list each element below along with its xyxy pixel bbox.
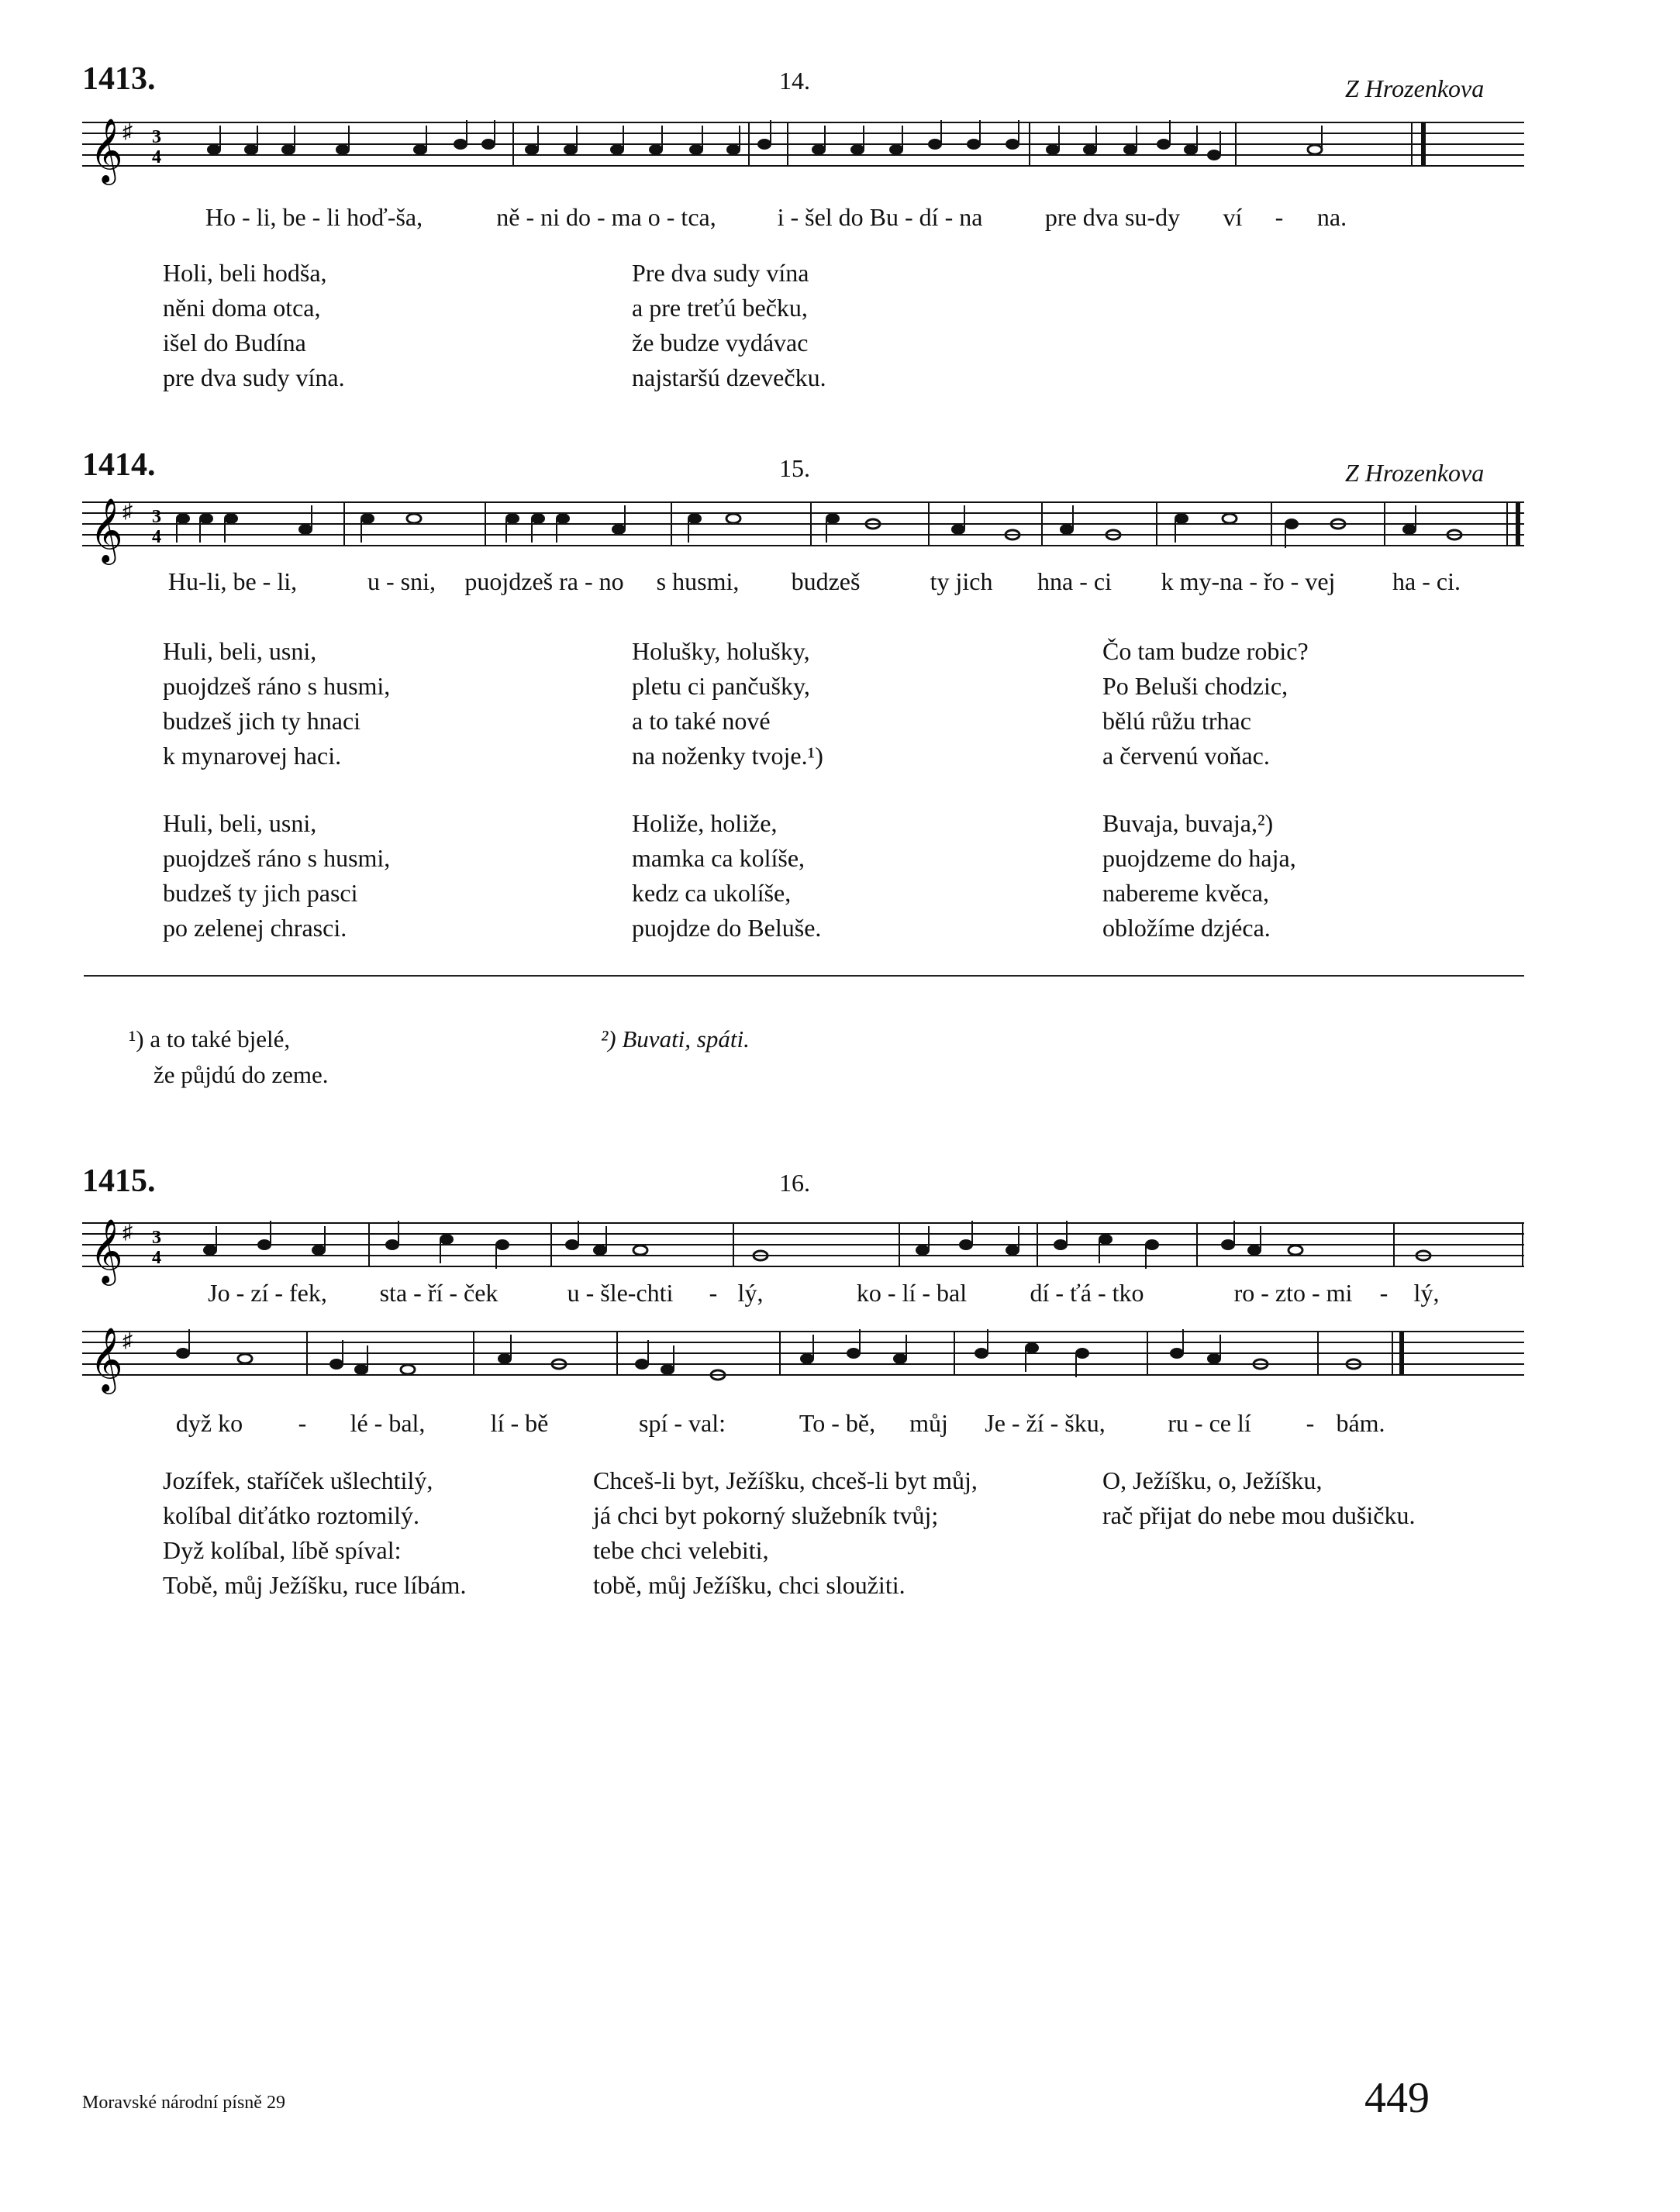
stanza-line: kolíbal diťátko roztomilý. xyxy=(163,1501,419,1529)
stanza-line: budzeš ty jich pasci xyxy=(163,879,358,907)
lyric-syllables: puojdzeš ra - no xyxy=(464,567,624,595)
stanza-line: Po Beluši chodzic, xyxy=(1102,672,1288,700)
stanza xyxy=(632,634,823,774)
stanza-line: Huli, beli, usni, xyxy=(163,809,317,837)
stanza-line: Holušky, holušky, xyxy=(632,637,810,665)
stanza xyxy=(1102,806,1296,946)
svg-text:♯: ♯ xyxy=(122,120,133,143)
lyric-syllables: budzeš xyxy=(791,567,861,595)
stanza-line: obložíme dzjéca. xyxy=(1102,914,1271,942)
lyric-syllables: dí - ťá - tko xyxy=(1030,1279,1144,1307)
footnote-line: ¹) a to také bjelé, xyxy=(129,1025,291,1053)
lyric-syllables: pre dva su-dy xyxy=(1044,203,1181,231)
stanza-line: a pre treťú bečku, xyxy=(632,294,808,322)
section-number: 14. xyxy=(779,67,810,95)
lyric-syllables: u - šle-chti xyxy=(567,1279,674,1307)
lyric-syllables: ro - zto - mi xyxy=(1233,1279,1353,1307)
svg-text:3: 3 xyxy=(152,507,161,527)
lyric-syllables: lí - bě xyxy=(490,1409,549,1437)
music-staff xyxy=(82,488,1524,566)
lyric-syllables: Ho - li, be - li hoď-ša, xyxy=(205,203,423,231)
footnote xyxy=(601,1022,750,1057)
stanza-line: a červenú voňac. xyxy=(1102,742,1270,770)
lyric-syllables: u - sni, xyxy=(367,567,436,595)
song-number: 1414. xyxy=(82,447,156,483)
lyric-syllables: na. xyxy=(1316,203,1347,231)
footnote-divider xyxy=(84,975,1524,977)
music-staff xyxy=(82,1209,1524,1287)
lyric-syllables: spí - val: xyxy=(639,1409,726,1437)
svg-text:𝄞: 𝄞 xyxy=(90,497,123,562)
stanza-line: Huli, beli, usni, xyxy=(163,637,317,665)
stanza-line: pletu ci pančušky, xyxy=(632,672,810,700)
lyric-syllables: - xyxy=(298,1409,307,1437)
stanza xyxy=(593,1463,978,1603)
lyric-syllables: ru - ce lí xyxy=(1168,1409,1251,1437)
lyric-syllables: bám. xyxy=(1336,1409,1385,1437)
lyric-syllables: dyž ko xyxy=(175,1409,243,1437)
stanza-line: na noženky tvoje.¹) xyxy=(632,742,823,770)
stanza-line: rač přijat do nebe mou dušičku. xyxy=(1102,1501,1416,1529)
stanza-line: puojdzeš ráno s husmi, xyxy=(163,672,391,700)
stanza-line: puojdzeme do haja, xyxy=(1102,844,1296,872)
stanza-line: že budze vydávac xyxy=(632,329,809,357)
book-title-footer: Moravské národní písně 29 xyxy=(82,2093,285,2113)
lyric-syllables: lé - bal, xyxy=(350,1409,426,1437)
stanza-line: Buvaja, buvaja,²) xyxy=(1102,809,1274,837)
stanza xyxy=(632,256,826,395)
section-number: 15. xyxy=(779,454,810,482)
stanza-line: tobě, můj Ježíšku, chci sloužiti. xyxy=(593,1571,906,1599)
section-number: 16. xyxy=(779,1169,810,1197)
svg-text:4: 4 xyxy=(152,147,161,167)
stanza-line: puojdze do Beluše. xyxy=(632,914,822,942)
svg-text:𝄞: 𝄞 xyxy=(90,117,123,182)
stanza-line: Holiže, holiže, xyxy=(632,809,778,837)
page-number: 449 xyxy=(1364,2074,1430,2122)
song-origin: Z Hrozenkova xyxy=(1345,459,1485,487)
stanza-line: najstaršú dzevečku. xyxy=(632,363,826,391)
lyric-syllables: Je - ží - šku, xyxy=(985,1409,1106,1437)
svg-text:3: 3 xyxy=(152,1228,161,1248)
stanza-line: Pre dva sudy vína xyxy=(632,259,809,287)
stanza-line: něni doma otca, xyxy=(163,294,321,322)
svg-text:4: 4 xyxy=(152,1248,161,1268)
lyric-syllables: - xyxy=(1379,1279,1389,1307)
lyric-syllables: lý, xyxy=(1413,1279,1440,1307)
stanza xyxy=(1102,1463,1415,1533)
stanza-line: nabereme kvěca, xyxy=(1102,879,1269,907)
song-number: 1415. xyxy=(82,1163,156,1199)
lyric-syllables: hna - ci xyxy=(1037,567,1112,595)
stanza-line: Chceš-li byt, Ježíšku, chceš-li byt můj, xyxy=(593,1466,978,1494)
lyric-syllables: ně - ni do - ma o - tca, xyxy=(496,203,716,231)
stanza xyxy=(163,1463,466,1603)
lyric-syllables: ty jich xyxy=(930,567,993,595)
svg-text:♯: ♯ xyxy=(122,1221,133,1243)
music-staff xyxy=(82,1318,1524,1403)
lyric-syllables: - xyxy=(709,1279,718,1307)
svg-text:𝄞: 𝄞 xyxy=(90,1218,123,1283)
lyric-syllables: - xyxy=(1306,1409,1315,1437)
stanza-line: Čo tam budze robic? xyxy=(1102,637,1309,665)
stanza-line: išel do Budína xyxy=(163,329,306,357)
lyric-syllables: lý, xyxy=(737,1279,764,1307)
stanza-line: puojdzeš ráno s husmi, xyxy=(163,844,391,872)
lyric-syllables: ví xyxy=(1223,203,1243,231)
stanza-line: Dyž kolíbal, líbě spíval: xyxy=(163,1536,402,1564)
stanza-line: tebe chci velebiti, xyxy=(593,1536,769,1564)
stanza-line: mamka ca kolíše, xyxy=(632,844,806,872)
svg-text:♯: ♯ xyxy=(122,500,133,522)
stanza-line: Tobě, můj Ježíšku, ruce líbám. xyxy=(163,1571,467,1599)
lyric-syllables: můj xyxy=(909,1409,948,1437)
stanza-line: já chci byt pokorný služebník tvůj; xyxy=(593,1501,939,1529)
svg-text:♯: ♯ xyxy=(122,1329,133,1352)
stanza xyxy=(632,806,821,946)
svg-text:3: 3 xyxy=(152,127,161,147)
lyric-syllables: - xyxy=(1275,203,1284,231)
lyric-syllables: Jo - zí - fek, xyxy=(208,1279,327,1307)
svg-text:𝄞: 𝄞 xyxy=(90,1326,123,1391)
stanza-line: budzeš jich ty hnaci xyxy=(163,707,361,735)
svg-text:4: 4 xyxy=(152,527,161,547)
stanza xyxy=(1102,634,1309,774)
lyric-syllables: Hu-li, be - li, xyxy=(167,567,298,595)
lyric-syllables: i - šel do Bu - dí - na xyxy=(777,203,983,231)
stanza xyxy=(163,256,345,395)
stanza-line: po zelenej chrasci. xyxy=(163,914,347,942)
stanza xyxy=(163,806,390,946)
stanza-line: O, Ježíšku, o, Ježíšku, xyxy=(1102,1466,1323,1494)
stanza-line: pre dva sudy vína. xyxy=(163,363,345,391)
lyric-syllables: ko - lí - bal xyxy=(856,1279,968,1307)
music-staff xyxy=(82,109,1524,194)
lyric-syllables: sta - ří - ček xyxy=(379,1279,498,1307)
stanza xyxy=(163,634,390,774)
footnote xyxy=(129,1022,329,1093)
stanza-line: k mynarovej haci. xyxy=(163,742,342,770)
footnote-line: že půjdú do zeme. xyxy=(154,1061,329,1088)
stanza-line: Holi, beli hodša, xyxy=(163,259,327,287)
lyric-syllables: s husmi, xyxy=(656,567,740,595)
stanza-line: a to také nové xyxy=(632,707,771,735)
lyric-syllables: To - bě, xyxy=(799,1409,876,1437)
stanza-line: bělú růžu trhac xyxy=(1102,707,1251,735)
lyric-syllables: k my-na - řo - vej xyxy=(1161,567,1336,595)
stanza-line: kedz ca ukolíše, xyxy=(632,879,792,907)
lyric-syllables: ha - ci. xyxy=(1392,567,1461,595)
footnote-line: ²) Buvati, spáti. xyxy=(601,1025,750,1053)
song-number: 1413. xyxy=(82,61,156,97)
song-origin: Z Hrozenkova xyxy=(1345,74,1485,102)
stanza-line: Jozífek, staříček ušlechtilý, xyxy=(163,1466,433,1494)
